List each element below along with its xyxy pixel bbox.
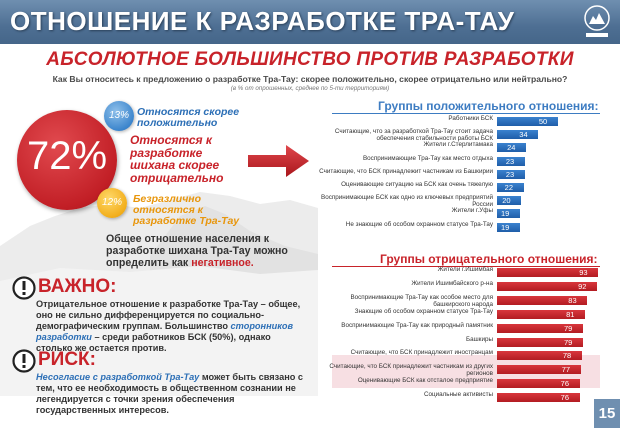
positive-bar-value: 19 [501, 222, 510, 232]
exclamation-icon [12, 276, 36, 300]
survey-question: Как Вы относитесь к предложению о разработке Тра-Тау: скорее положительно, скорее отрицательно или нейтрально? [52, 74, 568, 84]
positive-bar-value: 20 [502, 196, 511, 206]
positive-group-label: Воспринимающие БСК как одно из ключевых предприятий России [321, 194, 493, 208]
positive-share-value: 13% [108, 110, 129, 121]
negative-bar-value: 93 [579, 268, 588, 277]
survey-note: (в % от опрошенных, среднее по 5-ти территориям) [230, 85, 390, 92]
negative-group-label: Считающие, что БСК принадлежит частникам из других регионов [329, 363, 493, 378]
negative-bar-value: 92 [578, 281, 587, 291]
negative-bar-value: 77 [561, 365, 571, 375]
positive-group-label: Считающие, что БСК принадлежит частникам из Башкирии [319, 167, 493, 175]
risk-text-b: может быть связано с тем, что ее необходимость в общественном сознании не легендируется с точки зрения обеспечения государственных интересов. [36, 372, 304, 415]
negative-group-label: Знающие об особом охранном статусе Тра-Тау [354, 307, 493, 315]
positive-title-rule [332, 113, 600, 114]
important-text-b: – среди работников БСК (50%), однако столько же остается против. [36, 332, 271, 353]
negative-bar-value: 83 [568, 295, 577, 305]
negative-bar-value: 78 [562, 351, 572, 361]
negative-group-label: Оценивающие БСК как отсталое предприятие [357, 377, 493, 385]
summary-text [106, 233, 306, 269]
positive-group-label: Жители г.Стерлитамака [423, 141, 493, 149]
positive-bar-value: 23 [505, 156, 515, 166]
important-text-a: Отрицательное отношение к разработке Тра-Тау – общее, оно не сильно дифференцируется по социально-демографическим группам. Большинство [36, 299, 301, 331]
positive-group-label: Воспринимающие Тра-Тау как место отдыха [362, 154, 493, 162]
negative-group-label: Башкиры [466, 335, 493, 343]
positive-share-label: Относятся скорее положительно [137, 106, 240, 129]
positive-bar-value: 23 [505, 169, 515, 179]
page-title: ОТНОШЕНИЕ К РАЗРАБОТКЕ ТРА-ТАУ [10, 6, 515, 36]
positive-group-label: Оценивающие ситуацию на БСК как очень тяжелую [341, 181, 493, 188]
negative-bar-value: 81 [566, 309, 575, 319]
negative-bar-value: 76 [560, 379, 569, 389]
header-bar [0, 0, 620, 44]
positive-bar-value: 24 [507, 143, 516, 153]
indifferent-share-label: Безразлично относятся к разработке Тра-Тау [133, 193, 240, 227]
positive-bar-value: 34 [519, 130, 528, 140]
positive-groups-title: Группы положительного отношения: [378, 99, 599, 113]
page-number: 15 [594, 399, 620, 428]
negative-bar-value: 79 [563, 323, 573, 333]
risk-text [36, 372, 306, 416]
summary-highlight: негативное. [191, 257, 254, 269]
negative-groups-title: Группы отрицательного отношения: [380, 252, 598, 266]
positive-group-label: Не знающие об особом охранном статусе Тра-Тау [345, 220, 493, 228]
subtitle: АБСОЛЮТНОЕ БОЛЬШИНСТВО ПРОТИВ РАЗРАБОТКИ [46, 49, 574, 70]
positive-bar-value: 22 [504, 183, 513, 192]
positive-group-label: Жители г.Уфы [451, 207, 493, 215]
positive-bar-value: 19 [501, 209, 510, 219]
risk-heading: РИСК: [38, 349, 96, 370]
logo-icon [580, 4, 614, 40]
negative-group-label: Воспринимающие Тра-Тау как природный памятник [341, 321, 493, 329]
important-heading: ВАЖНО: [38, 276, 117, 297]
exclamation-icon [12, 349, 36, 373]
negative-share-label: Относятся к разработке шихана скорее отрицательно [130, 133, 224, 185]
risk-text-em: Несогласие с разработкой Тра-Тау [36, 372, 200, 382]
negative-group-label: Воспринимающие Тра-Тау как особое место для башкирского народа [350, 293, 493, 308]
negative-group-label: Считающие, что БСК принадлежит иностранцам [350, 349, 493, 357]
negative-bar-value: 79 [563, 337, 573, 347]
important-text-em: сторонников разработки [36, 321, 294, 342]
negative-group-label: Жители г.Ишимбая [437, 266, 493, 273]
negative-bar-value: 76 [560, 393, 569, 403]
negative-group-label: Социальные активисты [423, 391, 493, 399]
arrow-right-icon [248, 144, 310, 178]
important-text [36, 299, 306, 354]
positive-bar-value: 50 [538, 117, 548, 126]
negative-share-value: 72% [26, 134, 108, 178]
positive-group-label: Работники БСК [448, 115, 493, 122]
summary-body: Общее отношение населения к разработке шихана Тра-Тау можно определить как [106, 233, 288, 269]
positive-group-label: Считающие, что за разработкой Тра-Тау стоит задача обеспечения стабильности работы БСК [334, 128, 493, 142]
negative-group-label: Жители Ишимбайского р-на [411, 279, 493, 287]
indifferent-share-value: 12% [101, 197, 122, 208]
